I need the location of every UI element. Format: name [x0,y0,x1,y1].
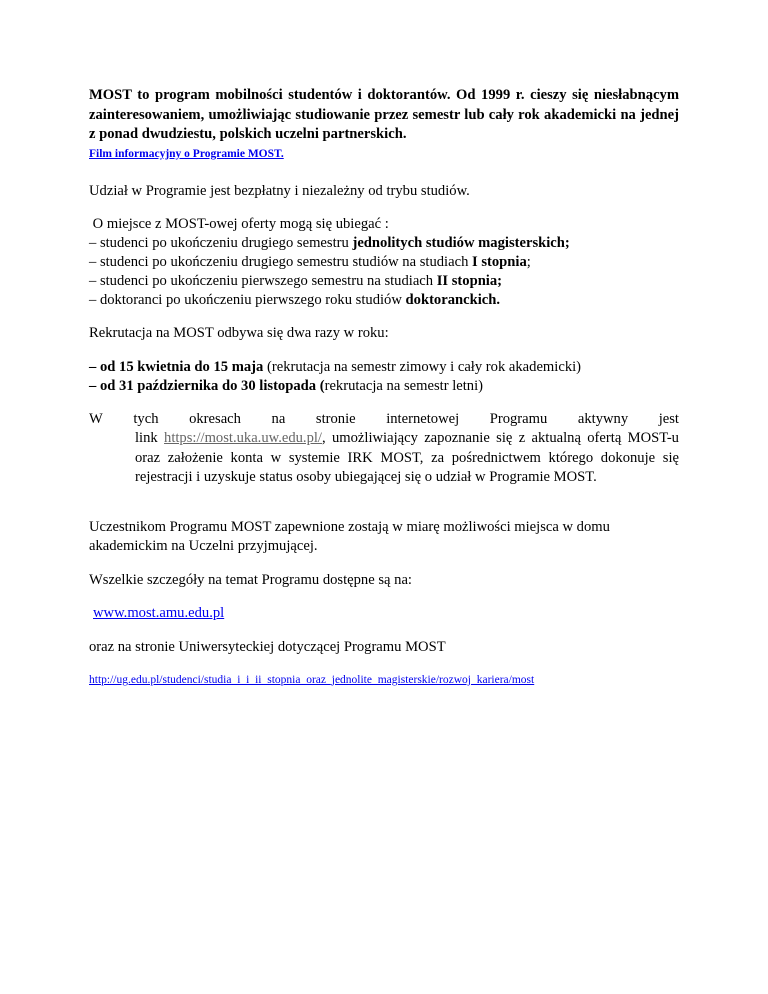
eligibility-item [89,272,679,291]
eligibility-item [89,234,679,253]
word: aktywny [577,410,629,427]
item-text: studenci po ukończeniu drugiego semestru studiów na studiach [99,254,473,270]
udzial-paragraph: Udział w Programie jest bezpłatny i niezależny od trybu studiów. [89,182,470,199]
item-tail: (rekrutacja na semestr zimowy i cały rok akademicki) [263,358,582,375]
dash: – [89,235,100,251]
word: internetowej [386,410,460,427]
uw-most-link[interactable]: https://most.uka.uw.edu.pl/ [164,430,322,446]
website-rest-text: , umożliwiający zapoznanie się z aktualną ofertą MOST-u oraz założenie konta w systemie IRK MOST, za pośrednictwem którego dokonuje się rejestracji i uzyskuje status osoby ubiegającej się o udział w Programie MOST. [135,430,679,485]
website-rest [89,429,679,488]
university-link-line [89,671,679,691]
dash: – [89,292,100,308]
university-intro: oraz na stronie Uniwersyteckiej dotyczącej Programu MOST [89,638,446,655]
word: Programu [489,410,548,427]
ug-most-link[interactable]: http://ug.edu.pl/studenci/studia_i_i_ii_stopnia_oraz_jednolite_magisterskie/rozwoj_kariera/most [89,674,535,686]
rekrutacja-section [89,358,679,396]
rekrutacja-item [89,377,679,396]
website-first-line [89,410,679,430]
dash: – od [89,377,120,394]
item-bold: 15 kwietnia do 15 maja [119,358,264,375]
film-link-line [89,147,679,162]
eligibility-item [89,291,679,310]
housing-paragraph: Uczestnikom Programu MOST zapewnione zostają w miarę możliwości miejsca w domu akademickim na Uczelni przyjmującej. [89,518,610,554]
website-paragraph [89,410,679,488]
word: stronie [315,410,356,427]
item-bold: II stopnia; [436,273,503,289]
word: tych [133,410,159,427]
eligibility-item [89,253,679,272]
eligibility-section [89,215,679,310]
item-tail: ; [526,254,531,270]
details-link-line [89,604,679,624]
film-link[interactable]: Film informacyjny o Programie MOST. [89,147,284,160]
dash: – [89,254,100,270]
details-intro: Wszelkie szczegóły na temat Programu dostępne są na: [89,571,412,588]
item-text: doktoranci po ukończeniu pierwszego roku studiów [99,292,406,308]
item-bold: doktoranckich. [405,292,501,308]
dash: – [89,273,100,289]
dash: – od [89,358,120,375]
word: na [271,410,286,427]
amu-most-link[interactable]: www.most.amu.edu.pl [93,605,225,621]
link-prefix: link [135,430,165,446]
word: W [89,410,103,427]
item-bold: 31 października do 30 listopada ( [119,377,325,394]
rekrutacja-item [89,358,679,377]
item-text: studenci po ukończeniu pierwszego semestru na studiach [99,273,437,289]
item-bold: jednolitych studiów magisterskich; [352,235,570,251]
item-bold: I stopnia [472,254,527,270]
word: jest [658,410,679,427]
document-body [89,86,679,691]
eligibility-intro: O miejsce z MOST-owej oferty mogą się ubiegać : [89,216,389,232]
item-tail: rekrutacja na semestr letni) [324,377,484,394]
item-text: studenci po ukończeniu drugiego semestru [99,235,353,251]
word: okresach [189,410,241,427]
rekrutacja-intro: Rekrutacja na MOST odbywa się dwa razy w roku: [89,325,389,341]
intro-paragraph: MOST to program mobilności studentów i doktorantów. Od 1999 r. cieszy się niesłabnącym zainteresowaniem, umożliwiając studiowanie przez semestr lub cały rok akademicki na jednej z ponad dwudziestu, polskich uczelni partnerskich. [89,87,679,142]
